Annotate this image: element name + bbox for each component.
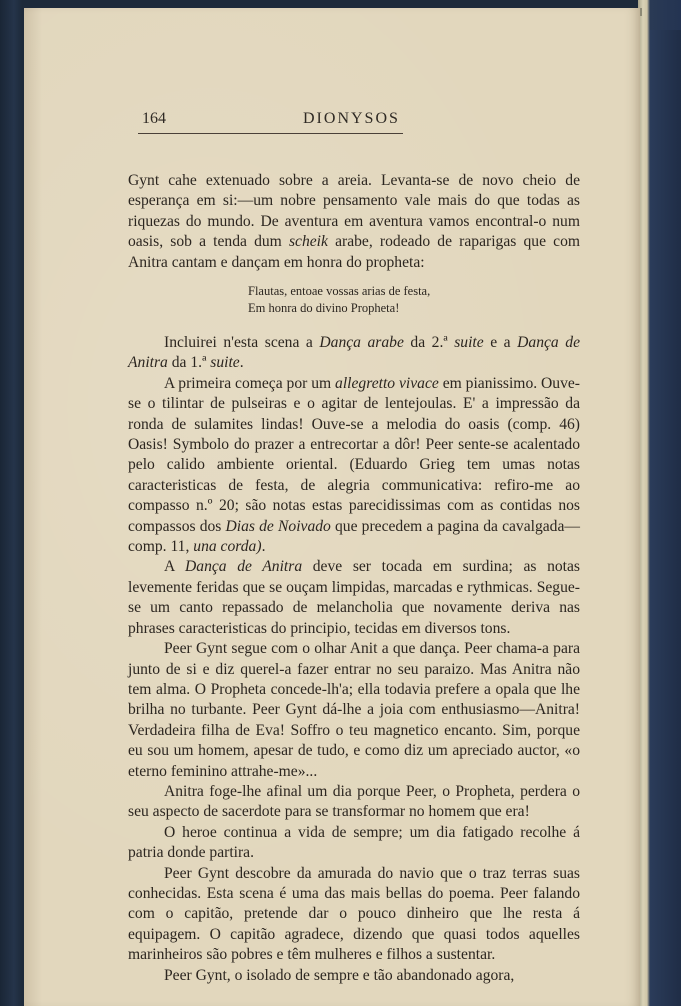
- paragraph-7: Peer Gynt descobre da amurada do navio que o traz terras suas conhecidas. Esta scena é uma das mais bellas do poema. Peer falando com o capitão, pretende dar o pouco dinheiro que lhe resta á equipagem. O capitão agradece, dizendo que quasi todos aquelles marinheiros são pobres e têm mulheres e filhos a sustentar.: [128, 864, 580, 964]
- text-run: da 1.ª: [167, 354, 211, 372]
- italic-run: Dança de Anitra: [185, 558, 303, 576]
- italic-run: Dança de Anitra: [128, 334, 580, 372]
- paragraph-5: Anitra foge-lhe afinal um dia porque Peer, o Propheta, perdera o seu aspecto de sacerdote para se transformar no homem que era!: [128, 782, 580, 821]
- text-run: Incluirei n'esta scena a: [164, 334, 320, 351]
- italic-run: allegretto vivace: [335, 374, 439, 392]
- verse-line-1: Flautas, entoae vossas arias de festa,: [248, 284, 431, 298]
- italic-run: suite: [454, 334, 484, 351]
- paragraph-6: O heroe continua a vida de sempre; um dia fatigado recolhe á patria donde partira.: [128, 823, 580, 862]
- italic-run: Dança arabe: [319, 334, 404, 351]
- paragraph-8: Peer Gynt, o isolado de sempre e tão abandonado agora,: [164, 966, 515, 984]
- running-title: DIONYSOS: [303, 110, 400, 127]
- text-run: .: [239, 354, 244, 372]
- running-head: [128, 110, 403, 134]
- text-run: que precedem a pagina da cavalgada—comp. 11,: [128, 517, 580, 556]
- verse-quote: [248, 283, 488, 316]
- text-run: e a: [483, 334, 518, 351]
- text-run: em pianissimo. Ouve-se o tilintar de pulseiras e o agitar de lentejoulas. E' a impressão da ronda de sulamites lindas! Ouve-se a melodia do oasis (comp. 46) Oasis! Symbolo do prazer a entrecortar a dôr! Peer sente-se acalentado pelo calido ambiente oriental. (Eduardo Grieg tem umas notas caracteristicas de festa, de alegria communicativa: refiro-me ao compasso n.º 20; são notas estas parecidissimas com as contidas nos compassos dos: [128, 374, 581, 535]
- text-run: da 2.ª: [403, 334, 455, 351]
- paragraph-4: Peer Gynt segue com o olhar Anit a que dança. Peer chama-a para junto de si e diz querel-a fazer entrar no seu paraizo. Mas Anitra não tem alma. O Propheta concede-lh'a; ella todavia prefere a opala que lhe brilha no turbante. Peer Gynt dá-lhe a joia com enthusiasmo—Anitra! Verdadeira filha de Eva! Soffro o teu magnetico encanto. Sim, porque eu sou um homem, apesar de tudo, e como diz um apreciado auctor, «o eterno feminino attrahe-me»...: [128, 640, 580, 780]
- page-number: 164: [142, 110, 166, 127]
- body-text: [128, 333, 580, 986]
- intro-text-end: arabe, rodeado de raparigas que com Anitra cantam e dançam em honra do propheta:: [128, 233, 580, 271]
- intro-text: Gynt cahe extenuado sobre a areia. Levanta-se de novo cheio de esperança em si:—um nobre pensamento vale mais do que todas as riquezas do mundo. De aventura em aventura vamos encontral-o num oasis, sob a tenda dum: [128, 172, 580, 251]
- italic-run: suite: [210, 354, 240, 372]
- paragraph-2: [128, 374, 580, 558]
- header-rule: [138, 133, 403, 134]
- italic-run: Dias de Noivado: [225, 517, 331, 535]
- intro-italic: scheik: [288, 233, 328, 251]
- text-run: .: [261, 538, 266, 556]
- text-run: deve ser tocada em surdina; as notas levemente feridas que se ouçam limpidas, marcadas e rythmicas. Segue-se um canto repassado de melancholia que novamente deriva nas phrases caracteristicas do principio, tecidas em diversos tons.: [128, 558, 580, 637]
- verse-line-2: Em honra do divino Propheta!: [248, 300, 400, 315]
- paragraph-3: [128, 557, 580, 639]
- text-run: A primeira começa por um: [164, 374, 336, 392]
- cover-board: [650, 30, 681, 1006]
- paragraph-1: [128, 333, 580, 374]
- intro-paragraph: [128, 171, 580, 273]
- intro-paragraph-block: [128, 171, 580, 273]
- italic-run: una corda): [193, 538, 262, 556]
- text-run: A: [164, 558, 186, 576]
